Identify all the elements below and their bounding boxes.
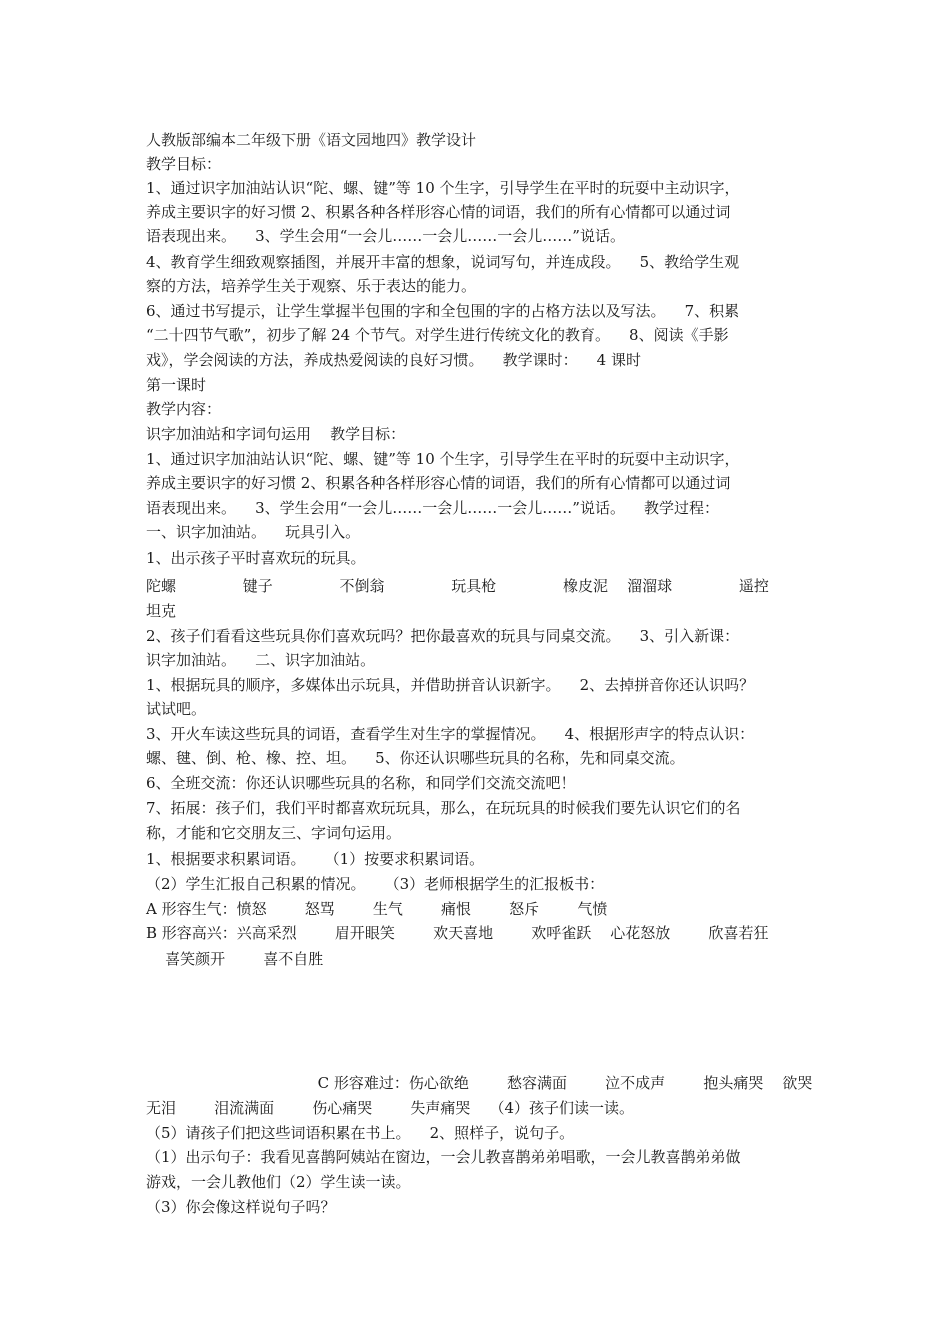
text-line: “二十四节气歌”，初步了解 24 个节气。对学生进行传统文化的教育。 8、阅读《手影 (146, 326, 729, 344)
text-line: （1）出示句子：我看见喜鹊阿姨站在窗边，一会儿教喜鹊弟弟唱歌，一会儿教喜鹊弟弟做 (146, 1148, 741, 1166)
text-line: 语表现出来。 3、学生会用“一会儿……一会儿……一会儿……”说话。 教学过程： (146, 499, 720, 517)
text-line: 7、拓展：孩子们，我们平时都喜欢玩玩具，那么，在玩玩具的时候我们要先认识它们的名 (146, 799, 741, 817)
text-line: 1、根据玩具的顺序，多媒体出示玩具，并借助拼音认识新字。 2、去掉拼音你还认识吗？ (146, 676, 755, 694)
text-line: B 形容高兴：兴高采烈 眉开眼笑 欢天喜地 欢呼雀跃 心花怒放 欣喜若狂 (146, 924, 769, 942)
text-line: 语表现出来。 3、学生会用“一会儿……一会儿……一会儿……”说话。 (146, 227, 625, 245)
text-line: （2）学生汇报自己积累的情况。 （3）老师根据学生的汇报板书： (146, 875, 605, 893)
text-line: 识字加油站。 二、识字加油站。 (146, 651, 376, 669)
text-line: 1、根据要求积累词语。 （1）按要求积累词语。 (146, 850, 485, 868)
text-line: 一、识字加油站。 玩具引入。 (146, 523, 361, 541)
section-heading: 第一课时 (146, 376, 207, 394)
text-line: 识字加油站和字词句运用 教学目标： (146, 425, 406, 443)
text-line: 察的方法，培养学生关于观察、乐于表达的能力。 (146, 277, 477, 295)
text-line: 养成主要识字的好习惯 2、积累各种各样形容心情的词语，我们的所有心情都可以通过词 (146, 203, 731, 221)
text-line: 6、通过书写提示，让学生掌握半包围的字和全包围的字的占格方法以及写法。 7、积累 (146, 302, 740, 320)
text-line: C 形容难过：伤心欲绝 愁容满面 泣不成声 抱头痛哭 欲哭 (146, 1074, 813, 1092)
document-title: 人教版部编本二年级下册《语文园地四》教学设计 (146, 131, 477, 149)
text-line: 无泪 泪流满面 伤心痛哭 失声痛哭 （4）孩子们读一读。 (146, 1099, 635, 1117)
text-line: 游戏，一会儿教他们（2）学生读一读。 (146, 1173, 411, 1191)
text-line: 戏》，学会阅读的方法，养成热爱阅读的良好习惯。 教学课时： 4 课时 (146, 351, 641, 369)
text-line: （5）请孩子们把这些词语积累在书上。 2、照样子，说句子。 (146, 1124, 575, 1142)
text-line: 教学内容： (146, 400, 222, 418)
text-line: 陀螺 键子 不倒翁 玩具枪 橡皮泥 溜溜球 遥控 (146, 577, 769, 595)
text-line: 教学目标： (146, 155, 222, 173)
text-line: 螺、毽、倒、枪、橡、控、坦。 5、你还认识哪些玩具的名称，先和同桌交流。 (146, 749, 685, 767)
text-line: 1、通过识字加油站认识“陀、螺、键”等 10 个生字，引导学生在平时的玩耍中主动识字， (146, 179, 740, 197)
text-line: 坦克 (146, 602, 177, 620)
text-line: 6、全班交流：你还认识哪些玩具的名称，和同学们交流交流吧！ (146, 774, 576, 792)
text-line: 1、出示孩子平时喜欢玩的玩具。 (146, 549, 366, 567)
text-line: 养成主要识字的好习惯 2、积累各种各样形容心情的词语，我们的所有心情都可以通过词 (146, 474, 731, 492)
text-line: （3）你会像这样说句子吗？ (146, 1198, 336, 1216)
text-line: 称，才能和它交朋友三、字词句运用。 (146, 824, 402, 842)
text-line: 4、教育学生细致观察插图，并展开丰富的想象，说词写句，并连成段。 5、教给学生观 (146, 253, 740, 271)
text-line: 3、开火车读这些玩具的词语，查看学生对生字的掌握情况。 4、根据形声字的特点认识： (146, 725, 755, 743)
text-line: 2、孩子们看看这些玩具你们喜欢玩吗？把你最喜欢的玩具与同桌交流。 3、引入新课： (146, 627, 740, 645)
text-line: A 形容生气：愤怒 怒骂 生气 痛恨 怒斥 气愤 (146, 900, 608, 918)
text-line: 1、通过识字加油站认识“陀、螺、键”等 10 个生字，引导学生在平时的玩耍中主动识字， (146, 450, 740, 468)
text-line: 试试吧。 (146, 700, 207, 718)
text-line: 喜笑颜开 喜不自胜 (146, 950, 324, 968)
